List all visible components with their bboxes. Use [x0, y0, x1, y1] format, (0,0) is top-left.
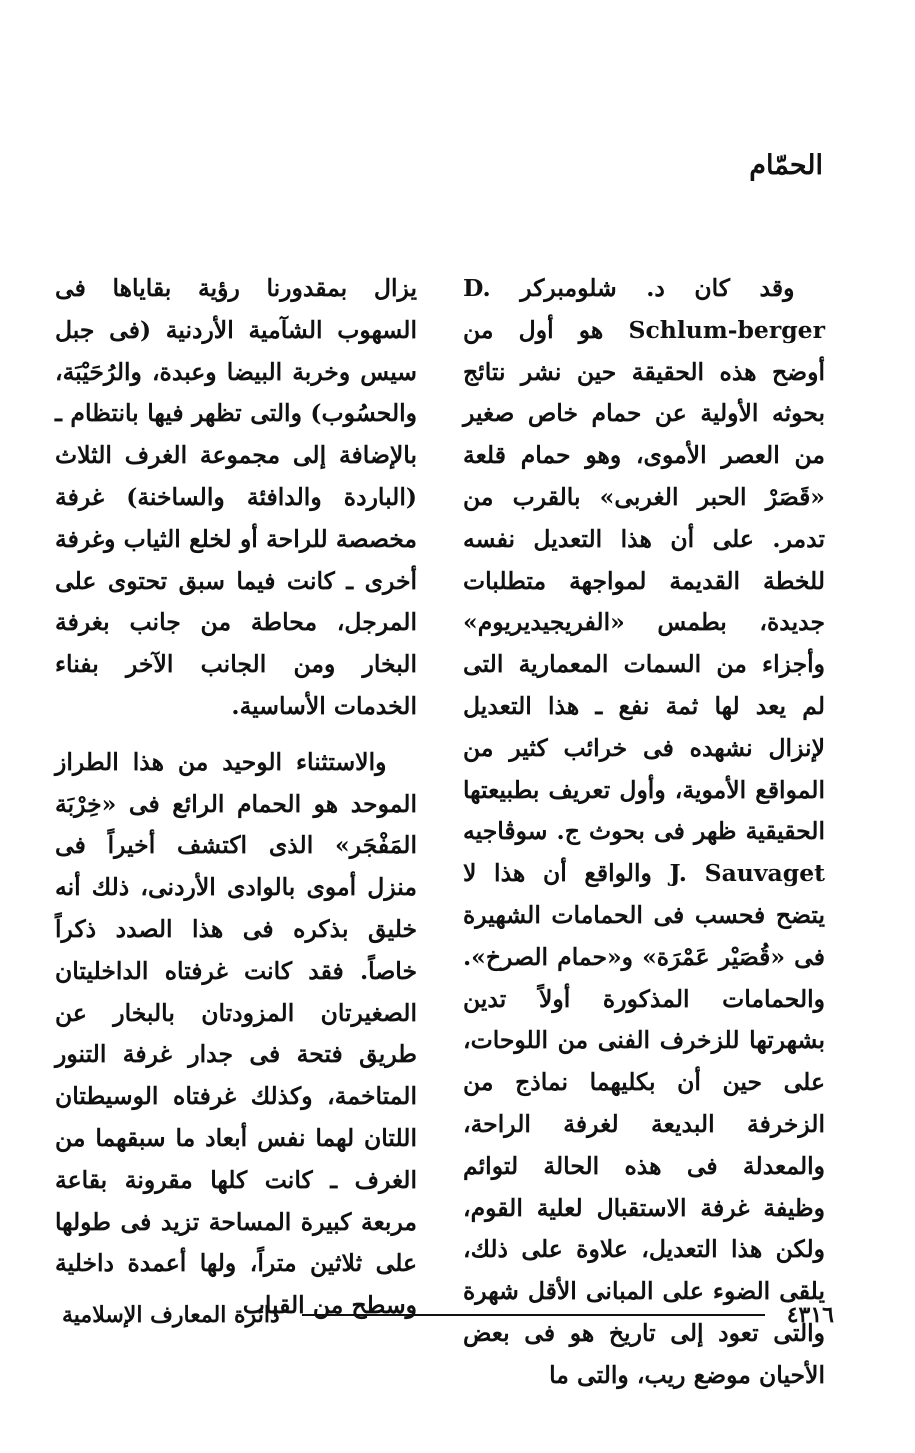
text-column-left: [55, 268, 417, 1327]
text-column-right: [463, 268, 825, 1397]
footer-rule: [302, 1314, 765, 1316]
page-footer: [62, 1298, 834, 1332]
paragraph-gap: [55, 728, 417, 742]
body-paragraph: والاستثناء الوحيد من هذا الطراز الموحد هو الحمام الرائع فى «خِرْبَة المَفْجَر» الذى اكتشف أخيراً فى منزل أموى بالوادى الأردنى، ذلك أنه خليق بذكره فى هذا الصدد ذكراً خاصاً. فقد كانت غرفتاه الداخليتان الصغيرتان المزودتان بالبخار عن طريق فتحة فى جدار غرفة التنور المتاخمة، وكذلك غرفتاه الوسيطتان اللتان لهما نفس أبعاد ما سبقهما من الغرف ـ كانت كلها مقرونة بقاعة مربعة كبيرة المساحة تزيد فى طولها على ثلاثين متراً، ولها أعمدة داخلية وسطح من القباب: [55, 747, 417, 1320]
publication-title: دائرة المعارف الإسلامية: [62, 1302, 280, 1328]
body-paragraph: وقد كان د. شلومبركر D. Schlum-berger هو أول من أوضح هذه الحقيقة حين نشر نتائج بحوثه الأولية عن حمام خاص صغير من العصر الأموى، وهو حمام قلعة «قَصَرْ الحبر الغربى» بالقرب من تدمر. على أن هذا التعديل نفسه للخطة القديمة لمواجهة متطلبات جديدة، بطمس «الفريجيديريوم» وأجزاء من السمات المعمارية التى لم يعد لها ثمة نفع ـ هذا التعديل لإنزال نشهده فى خرائب كثير من المواقع الأموية، وأول تعريف بطبيعتها الحقيقية ظهر فى بحوث ج. سوڤاجيه J. Sauvaget والواقع أن هذا لا يتضح فحسب فى الحمامات الشهيرة فى «قُصَيْر عَمْرَة» و«حمام الصرخ». والحمامات المذكورة أولاً تدين بشهرتها للزخرف الفنى من اللوحات، على حين أن بكليهما نماذج من الزخرفة البديعة لغرفة الراحة، والمعدلة فى هذه الحالة لتوائم وظيفة غرفة الاستقبال لعلية القوم، ولكن هذا التعديل، علاوة على ذلك، يلقى الضوء على المبانى الأقل شهرة والتى تعود إلى تاريخ هو فى بعض الأحيان موضع ريب، والتى ما: [463, 274, 826, 1389]
body-paragraph: يزال بمقدورنا رؤية بقاياها فى السهوب الشآمية الأردنية (فى جبل سيس وخربة البيضا وعبدة، والرُحَيْبَة، والحسُوب) والتى تظهر فيها بانتظام ـ بالإضافة إلى مجموعة الغرف الثلاث (الباردة والدافئة والساخنة) غرفة مخصصة للراحة أو لخلع الثياب وغرفة أخرى ـ كانت فيما سبق تحتوى على المرجل، محاطة من جانب بغرفة البخار ومن الجانب الآخر بفناء الخدمات الأساسية.: [55, 274, 417, 720]
running-header: الحمّام: [749, 150, 823, 181]
page-number: ٤٣١٦: [786, 1302, 834, 1328]
